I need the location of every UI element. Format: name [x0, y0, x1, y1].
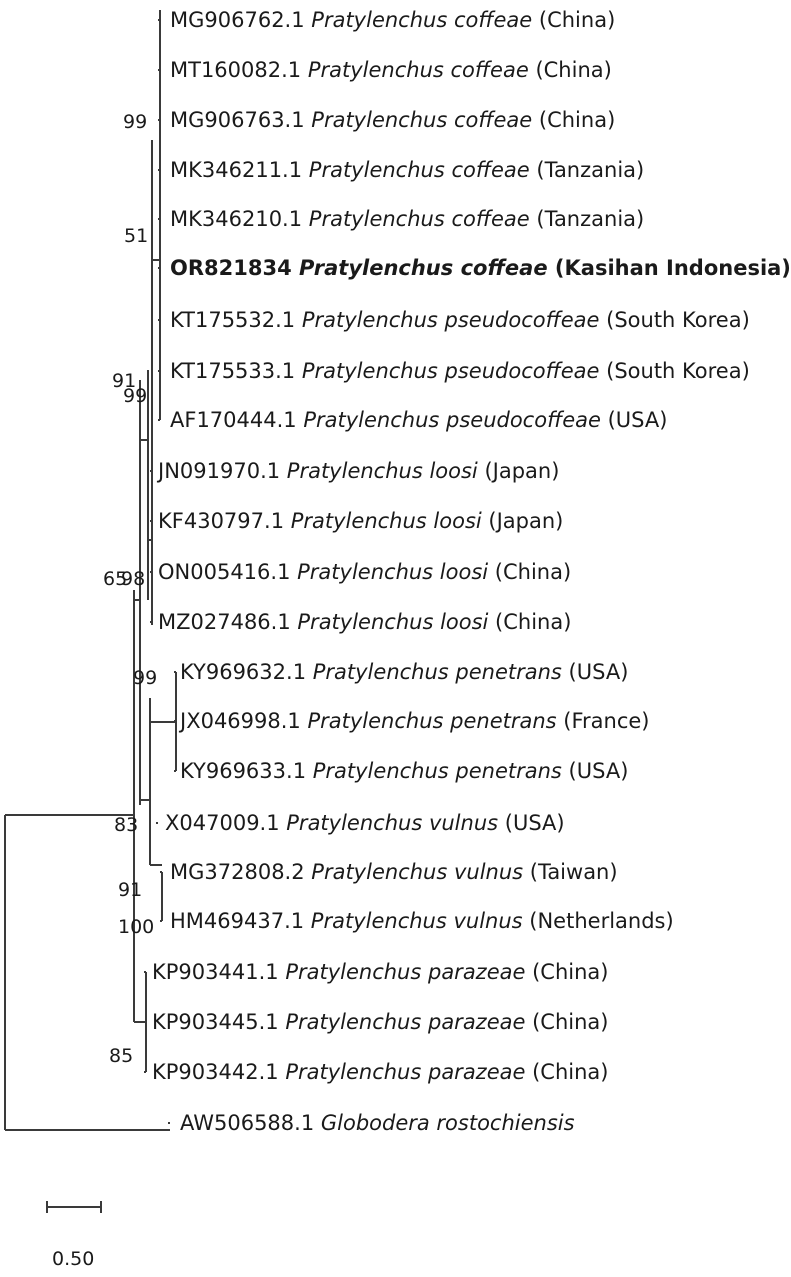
accession-number: KY969632.1: [180, 660, 313, 684]
accession-number: KY969633.1: [180, 759, 313, 783]
location: (USA): [498, 811, 565, 835]
location: (South Korea): [599, 359, 750, 383]
bootstrap-value: 99: [123, 111, 148, 133]
accession-number: MK346211.1: [170, 158, 309, 182]
location: (USA): [600, 408, 668, 432]
taxon-label: [170, 58, 612, 82]
accession-number: MG906762.1: [170, 8, 312, 32]
accession-number: OR821834: [170, 256, 300, 280]
location: (France): [556, 709, 650, 733]
location: (China): [525, 1010, 609, 1034]
bootstrap-value: 83: [114, 814, 139, 836]
taxon-labels: [152, 8, 791, 1135]
species-name: Pratylenchus vulnus: [310, 909, 523, 933]
taxon-label: [170, 158, 644, 182]
location: (China): [525, 1060, 609, 1084]
taxon-label: [180, 660, 628, 684]
species-name: Pratylenchus coffeae: [307, 58, 529, 82]
taxon-label: [170, 860, 618, 884]
species-name: Pratylenchus coffeae: [308, 158, 530, 182]
location: (Tanzania): [529, 207, 645, 231]
species-name: Pratylenchus coffeae: [299, 256, 548, 280]
species-name: Pratylenchus coffeae: [311, 108, 533, 132]
bootstrap-value: 91: [112, 370, 137, 392]
species-name: Pratylenchus pseudocoffeae: [301, 308, 600, 332]
species-name: Pratylenchus penetrans: [307, 709, 557, 733]
accession-number: MK346210.1: [170, 207, 309, 231]
location: (South Korea): [599, 308, 750, 332]
taxon-label: [180, 759, 628, 783]
taxon-label: [178, 709, 650, 733]
location: (China): [528, 58, 612, 82]
location: (China): [532, 108, 616, 132]
species-name: Pratylenchus penetrans: [312, 759, 562, 783]
location: (USA): [561, 660, 629, 684]
bootstrap-value: 99: [123, 385, 148, 407]
accession-number: MT160082.1: [170, 58, 308, 82]
taxon-label: [180, 1111, 575, 1135]
taxon-label: [152, 960, 608, 984]
accession-number: KP903442.1: [152, 1060, 286, 1084]
scale-bar: [47, 1201, 101, 1270]
species-name: Pratylenchus coffeae: [311, 8, 533, 32]
location: (USA): [561, 759, 629, 783]
accession-number: JX046998.1: [180, 709, 308, 733]
accession-number: KT175532.1: [170, 308, 302, 332]
species-name: Pratylenchus loosi: [297, 560, 489, 584]
species-name: Pratylenchus pseudocoffeae: [303, 408, 601, 432]
species-name: Globodera rostochiensis: [320, 1111, 575, 1135]
bootstrap-value: 100: [118, 916, 155, 938]
species-name: Pratylenchus vulnus: [286, 811, 499, 835]
accession-number: MZ027486.1: [158, 610, 298, 634]
taxon-label: [170, 108, 615, 132]
accession-number: X047009.1: [165, 811, 287, 835]
species-name: Pratylenchus parazeae: [285, 960, 526, 984]
accession-number: HM469437.1: [170, 909, 311, 933]
location: (Kasihan Indonesia): [547, 256, 791, 280]
species-name: Pratylenchus loosi: [290, 509, 482, 533]
species-name: Pratylenchus pseudocoffeae: [301, 359, 600, 383]
taxon-label: [170, 207, 644, 231]
location: (Netherlands): [522, 909, 674, 933]
taxon-label: [165, 811, 565, 835]
location: (China): [525, 960, 609, 984]
bootstrap-value: 91: [118, 879, 143, 901]
accession-number: KT175533.1: [170, 359, 302, 383]
species-name: Pratylenchus parazeae: [285, 1060, 526, 1084]
accession-number: MG372808.2: [170, 860, 312, 884]
accession-number: KP903441.1: [152, 960, 286, 984]
location: (China): [488, 610, 572, 634]
accession-number: AW506588.1: [180, 1111, 321, 1135]
location: (Tanzania): [529, 158, 645, 182]
taxon-label: [158, 610, 571, 634]
location: (Japan): [481, 509, 564, 533]
taxon-label: [152, 1060, 608, 1084]
accession-number: AF170444.1: [170, 408, 304, 432]
accession-number: MG906763.1: [170, 108, 312, 132]
accession-number: KF430797.1: [158, 509, 291, 533]
species-name: Pratylenchus loosi: [297, 610, 489, 634]
taxon-label: [158, 509, 563, 533]
location: (Japan): [477, 459, 560, 483]
accession-number: KP903445.1: [152, 1010, 286, 1034]
location: (Taiwan): [523, 860, 618, 884]
bootstrap-value: 98: [121, 568, 146, 590]
taxon-label: [170, 308, 750, 332]
taxon-label: [170, 909, 674, 933]
location: (China): [488, 560, 572, 584]
tree-branches: [5, 10, 176, 1130]
taxon-label: [158, 560, 571, 584]
bootstrap-value: 99: [133, 667, 158, 689]
species-name: Pratylenchus penetrans: [312, 660, 562, 684]
taxon-label: [156, 459, 559, 483]
species-name: Pratylenchus vulnus: [311, 860, 524, 884]
bootstrap-value: 85: [109, 1045, 134, 1067]
location: (China): [532, 8, 616, 32]
taxon-label: [170, 408, 667, 432]
accession-number: JN091970.1: [158, 459, 287, 483]
taxon-label: [170, 359, 750, 383]
accession-number: ON005416.1: [158, 560, 298, 584]
taxon-label: [170, 8, 615, 32]
species-name: Pratylenchus parazeae: [285, 1010, 526, 1034]
taxon-label: [170, 256, 791, 280]
taxon-label: [152, 1010, 608, 1034]
species-name: Pratylenchus coffeae: [308, 207, 530, 231]
bootstrap-values: [103, 111, 157, 1067]
scale-bar-label: 0.50: [52, 1248, 95, 1270]
bootstrap-value: 65: [103, 568, 128, 590]
bootstrap-value: 51: [124, 225, 149, 247]
species-name: Pratylenchus loosi: [286, 459, 478, 483]
